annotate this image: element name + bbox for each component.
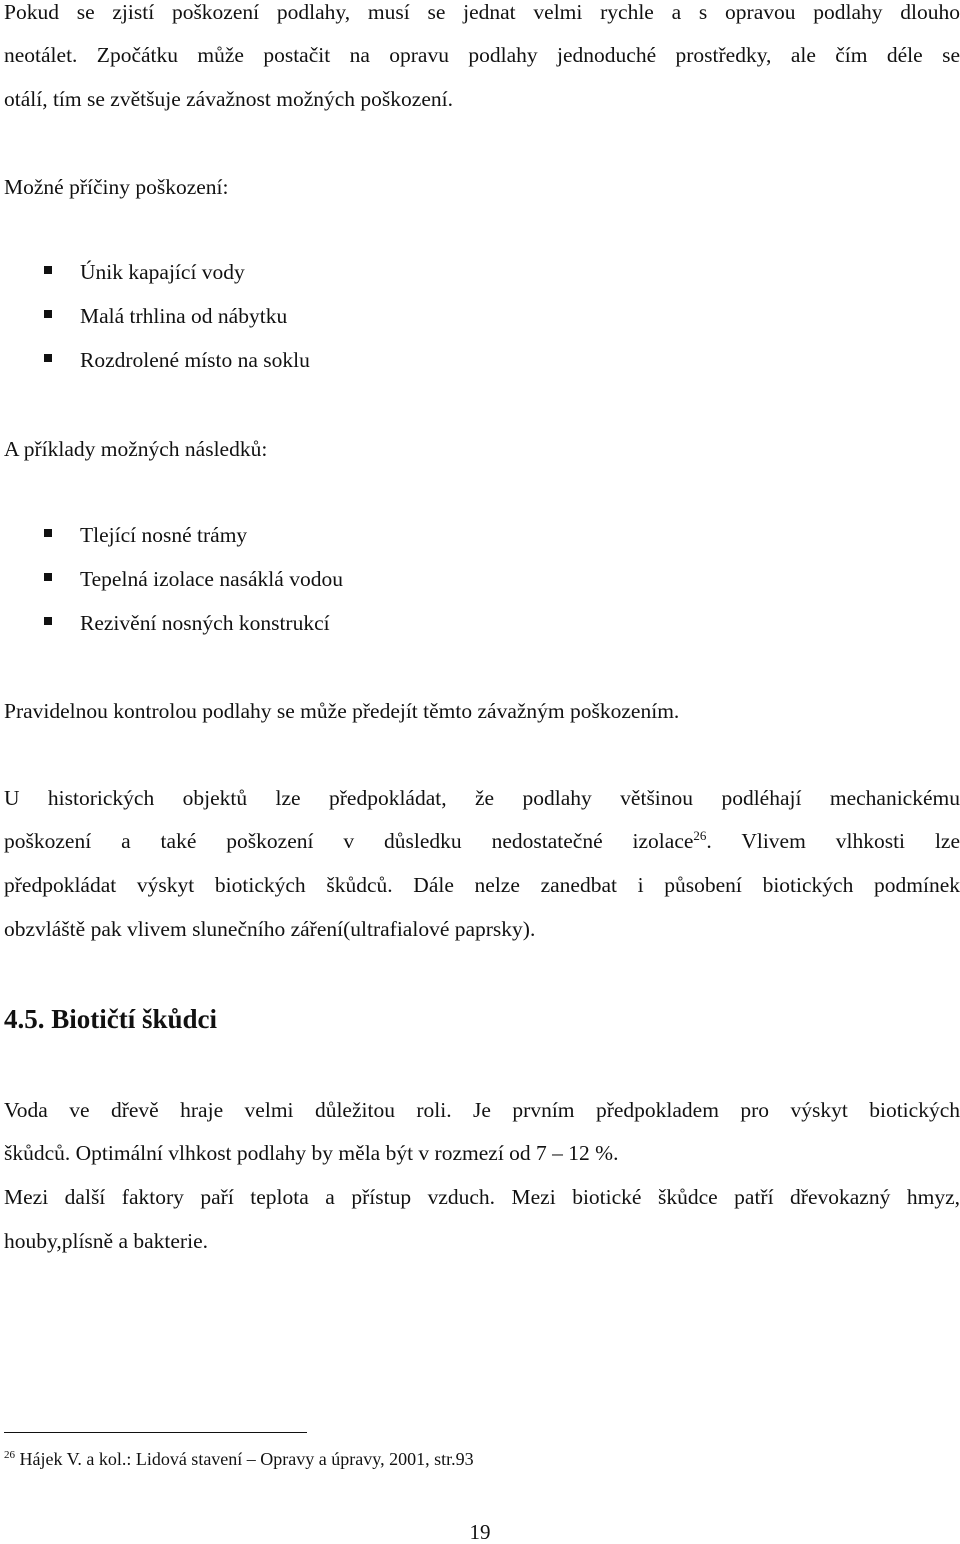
consequence-item: Rezivění nosných konstrukcí (80, 611, 330, 635)
section-p2-line-2: houby,plísně a bakterie. (4, 1229, 208, 1253)
bullet-icon (44, 310, 52, 318)
bullet-icon (44, 617, 52, 625)
section-heading: 4.5. Biotičtí škůdci (4, 1004, 218, 1034)
page-number: 19 (469, 1520, 491, 1544)
historic-line-1: U historických objektů lze předpokládat, že podlahy většinou podléhají mechanickému (4, 786, 960, 810)
intro-line-3: otálí, tím se zvětšuje závažnost možných poškození. (4, 87, 453, 111)
bullet-icon (44, 573, 52, 581)
footnote-divider (4, 1432, 307, 1433)
consequence-item: Tepelná izolace nasáklá vodou (80, 567, 343, 591)
intro-line-1: Pokud se zjistí poškození podlahy, musí se jednat velmi rychle a s opravou podlahy dlouho (4, 0, 960, 24)
footnote (4, 1450, 474, 1468)
section-p2-line-1: Mezi další faktory paří teplota a přístup vzduch. Mezi biotické škůdce patří dřevokazný hmyz, (4, 1185, 960, 1209)
intro-line-2: neotálet. Zpočátku může postačit na opravu podlahy jednoduché prostředky, ale čím déle se (4, 43, 960, 67)
bullet-icon (44, 354, 52, 362)
footnote-number: 26 (4, 1449, 15, 1461)
historic-line-3: předpokládat výskyt biotických škůdců. Dále nelze zanedbat i působení biotických podmínek (4, 873, 960, 897)
cause-item: Malá trhlina od nábytku (80, 304, 288, 328)
consequence-item: Tlející nosné trámy (80, 523, 248, 547)
historic-line-2-tail: . Vlivem vlhkosti lze (706, 829, 960, 853)
footnote-ref: 26 (693, 827, 707, 843)
cause-item: Únik kapající vody (80, 260, 245, 284)
historic-line-4: obzvláště pak vlivem slunečního záření(ultrafialové paprsky). (4, 917, 536, 941)
cause-item: Rozdrolené místo na soklu (80, 348, 310, 372)
consequences-title: A příklady možných následků: (4, 437, 268, 461)
historic-line-2 (4, 827, 960, 853)
section-p1-line-2: škůdců. Optimální vlhkost podlahy by měla být v rozmezí od 7 – 12 %. (4, 1141, 619, 1165)
causes-title: Možné příčiny poškození: (4, 175, 229, 199)
bullet-icon (44, 266, 52, 274)
section-p1-line-1: Voda ve dřevě hraje velmi důležitou roli. Je prvním předpokladem pro výskyt biotických (4, 1098, 960, 1122)
bullet-icon (44, 529, 52, 537)
prevention-text: Pravidelnou kontrolou podlahy se může předejít těmto závažným poškozením. (4, 699, 680, 723)
footnote-text: Hájek V. a kol.: Lidová stavení – Opravy a úpravy, 2001, str.93 (15, 1449, 474, 1469)
historic-line-2-text: poškození a také poškození v důsledku nedostatečné izolace (4, 829, 694, 853)
